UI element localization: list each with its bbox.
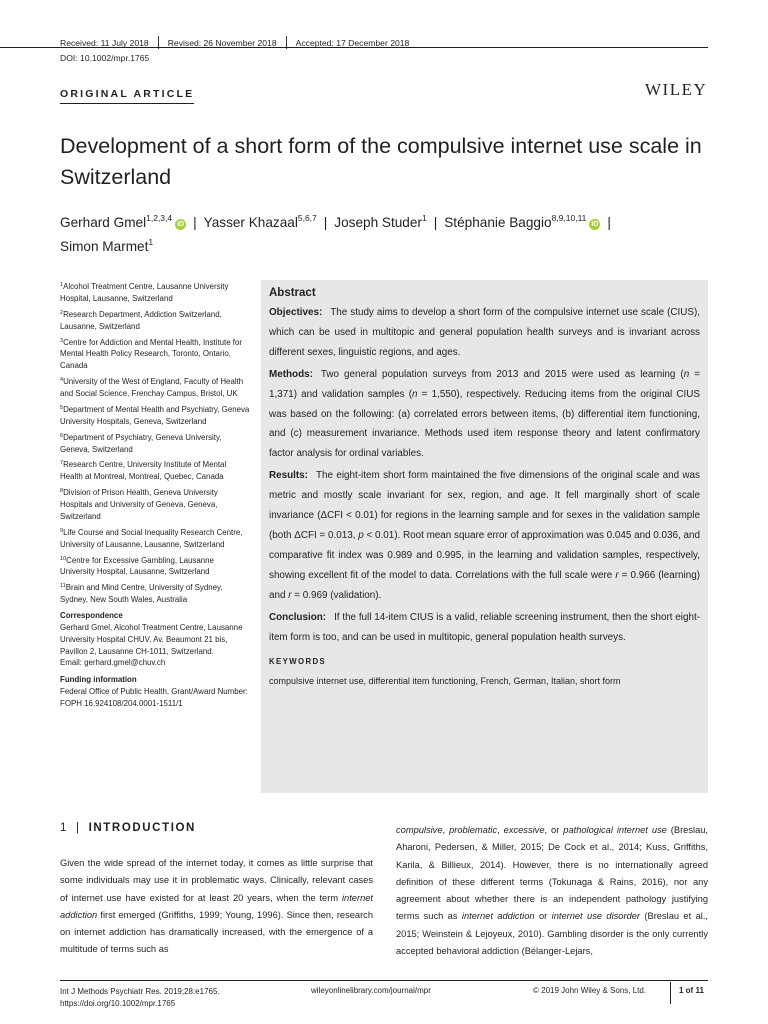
section-heading bbox=[60, 822, 196, 834]
emphasized-term: internet addiction bbox=[461, 911, 535, 922]
affiliation-item bbox=[60, 487, 250, 522]
orcid-icon[interactable]: iD bbox=[591, 221, 599, 228]
author-name[interactable]: Simon Marmet$^1$ bbox=[60, 237, 154, 254]
author-name[interactable]: Stéphanie Baggio$^{8,9,10,11}$ bbox=[444, 213, 587, 230]
correspondence-heading: Correspondence bbox=[60, 611, 123, 621]
abstract-section-label: Conclusion: bbox=[269, 611, 327, 623]
affiliation-text: Research Department, Addiction Switzerland, Lausanne, Switzerland bbox=[60, 309, 222, 331]
doi[interactable]: DOI: 10.1002/mpr.1765 bbox=[60, 53, 150, 63]
affiliation-list bbox=[60, 281, 250, 606]
abstract-section: Results: The eight-item short form maintained the five dimensions of the original scale and was metric and mostly scale invariant for sex, region, and age. It fell marginally short of scale invariance (ΔCFI < 0.01) for regions in the learning sample and for sexes in the validation sample (both ΔCFI = 0.013, p < 0.01). Root mean square error of approximation was 0.045 and 0.036, and comparative fit index was 0.989 and 0.995, in the learning and validation samples, respectively, showing excellent fit of the model to data. Correlations with the full scale were r = 0.966 (learning) and r = 0.969 (validation). bbox=[269, 470, 700, 601]
emphasized-term: internet use disorder bbox=[551, 911, 641, 922]
stat-symbol: r bbox=[288, 589, 292, 601]
correspondence-email[interactable]: Email: gerhard.gmel@chuv.ch bbox=[60, 658, 166, 668]
affiliation-number: 7 bbox=[60, 460, 64, 467]
paper-title: Development of a short form of the compulsive internet use scale in Switzerland bbox=[60, 134, 702, 189]
revised-date: Revised: 26 November 2018 bbox=[167, 37, 277, 48]
affiliation-item bbox=[60, 432, 250, 456]
affiliation-item bbox=[60, 376, 250, 400]
affiliation-text: Alcohol Treatment Centre, Lausanne University Hospital, Lausanne, Switzerland bbox=[60, 282, 229, 303]
affiliation-text: Centre for Excessive Gambling, Lausanne University Hospital, Lausanne, Switzerland bbox=[60, 555, 214, 577]
correspondence-block bbox=[60, 610, 250, 669]
received-date: Received: 11 July 2018 bbox=[60, 37, 149, 48]
footer-doi-link[interactable]: https://doi.org/10.1002/mpr.1765 bbox=[60, 998, 176, 1008]
footer-rule bbox=[60, 980, 708, 981]
section-number: 1 bbox=[60, 822, 68, 834]
footer-separator bbox=[670, 982, 671, 1004]
abstract-section-label: Methods: bbox=[269, 368, 313, 380]
affiliation-item bbox=[60, 309, 250, 333]
affiliation-number: 8 bbox=[60, 488, 64, 495]
emphasized-term: excessive bbox=[503, 825, 545, 835]
author-affiliation-numbers: 8,9,10,11 bbox=[551, 213, 587, 223]
article-type: ORIGINAL ARTICLE bbox=[60, 88, 194, 104]
abstract-section: Conclusion: If the full 14-item CIUS is a valid, reliable screening instrument, then the short eight-item form is too, and can be used in multitopic, general population health surveys. bbox=[269, 611, 700, 643]
stat-symbol: p bbox=[358, 529, 364, 541]
abstract-section-label: Results: bbox=[269, 470, 308, 482]
funding-block bbox=[60, 674, 250, 709]
affiliation-text: Division of Prison Health, Geneva University Hospitals and University of Geneva, Geneva, Switzerland bbox=[60, 488, 218, 521]
author-name[interactable]: Yasser Khazaal$^{5,6,7}$ bbox=[203, 213, 317, 230]
correspondence-text: Gerhard Gmel, Alcohol Treatment Centre, Lausanne University Hospital CHUV, Av. Beaumont 21 bis, Pavillon 2, Lausanne CH-1011, Switzerland. bbox=[60, 622, 243, 656]
abstract-heading: Abstract bbox=[269, 287, 316, 299]
funding-text: Federal Office of Public Health, Grant/Award Number: FOPH 16.924108/204.0001-1511/1 bbox=[60, 686, 248, 708]
affiliation-number: 4 bbox=[60, 377, 64, 384]
emphasized-term: compulsive bbox=[396, 825, 443, 835]
orcid-icon[interactable]: iD bbox=[177, 221, 185, 228]
abstract-section: Objectives: The study aims to develop a short form of the compulsive internet use scale (CIUS), which can be used in multitopic and general population health surveys and is invariant across different sexes, linguistic regions, and ages. bbox=[269, 307, 700, 358]
affiliation-number: 11 bbox=[60, 583, 66, 590]
section-title: INTRODUCTION bbox=[88, 822, 196, 834]
header-rule bbox=[0, 47, 708, 48]
affiliation-text: University of the West of England, Faculty of Health and Social Science, Frenchay Campus, Bristol, UK bbox=[60, 377, 244, 398]
affiliation-number: 9 bbox=[60, 527, 64, 534]
affiliation-item bbox=[60, 459, 250, 483]
affiliation-item bbox=[60, 555, 250, 579]
author-affiliation-numbers: 1,2,3,4 bbox=[146, 213, 173, 223]
intro-left-column: Given the wide spread of the internet today, it comes as little surprise that some individuals may use it in problematic ways. Clinically, relevant cases of internet use have existed for at least 20 years, when the term internet addiction first emerged (Griffiths, 1999; Young, 1996). Since then, research on internet addiction has dramatically increased, with the emergence of a multitude of terms such as bbox=[60, 858, 373, 955]
author-name[interactable]: Gerhard Gmel$^{1,2,3,4}$ bbox=[60, 213, 173, 230]
affiliation-item bbox=[60, 582, 250, 606]
abstract-sections bbox=[269, 303, 700, 647]
accepted-date: Accepted: 17 December 2018 bbox=[295, 37, 410, 48]
affiliation-text: Department of Mental Health and Psychiatry, Geneva University Hospitals, Geneva, Switzerland bbox=[60, 404, 250, 426]
affiliation-item bbox=[60, 404, 250, 428]
section-separator: | bbox=[76, 822, 81, 834]
abstract-section: Methods: Two general population surveys from 2013 and 2015 were used as learning (n = 1,371) and validation samples (n = 1,550), respectively. Reducing items from the original CIUS was based on the following: (a) correlated errors between items, (b) differential item functioning, and (c) measurement invariance. Methods used item response theory and latent confirmatory factor analysis for ordinal variables. bbox=[269, 368, 700, 460]
stat-symbol: n bbox=[683, 368, 690, 380]
affiliation-text: Department of Psychiatry, Geneva University, Geneva, Switzerland bbox=[60, 432, 222, 454]
abstract-section-label: Objectives: bbox=[269, 307, 323, 318]
footer-citation: Int J Methods Psychiatr Res. 2019;28:e1765. bbox=[60, 987, 220, 996]
affiliation-number: 6 bbox=[60, 432, 64, 439]
page-number: 1 of 11 bbox=[679, 986, 704, 995]
stat-symbol: r bbox=[615, 569, 619, 581]
affiliation-number: 10 bbox=[60, 555, 67, 562]
affiliation-number: 1 bbox=[60, 282, 64, 288]
affiliation-item bbox=[60, 281, 250, 305]
affiliation-number: 2 bbox=[60, 309, 64, 316]
affiliation-number: 3 bbox=[60, 337, 64, 344]
author-name[interactable]: Joseph Studer$^1$ bbox=[334, 213, 427, 230]
keywords-text: compulsive internet use, differential item functioning, French, German, Italian, short form bbox=[269, 676, 621, 687]
footer-journal bbox=[60, 986, 220, 1009]
publisher-logo: WILEY bbox=[645, 80, 708, 99]
author-separator: | bbox=[193, 215, 197, 230]
abstract-box bbox=[261, 280, 708, 793]
author-list bbox=[60, 211, 720, 259]
affiliation-item bbox=[60, 527, 250, 551]
footer-url[interactable]: wileyonlinelibrary.com/journal/mpr bbox=[311, 986, 431, 995]
funding-heading: Funding information bbox=[60, 675, 137, 685]
footer-copyright: © 2019 John Wiley & Sons, Ltd. bbox=[533, 986, 647, 995]
author-affiliation-numbers: 1 bbox=[421, 213, 427, 223]
emphasized-term: problematic bbox=[449, 825, 498, 835]
affiliation-text: Brain and Mind Centre, University of Sydney, Sydney, New South Wales, Australia bbox=[60, 583, 223, 605]
affiliation-text: Research Centre, University Institute of Mental Health at Montreal, Montreal, Quebec, Canada bbox=[60, 460, 227, 482]
affiliation-number: 5 bbox=[60, 404, 64, 411]
emphasized-term: pathological internet use bbox=[563, 825, 667, 835]
author-affiliation-numbers: 1 bbox=[148, 237, 154, 247]
affiliation-item bbox=[60, 337, 250, 372]
intro-right-column: compulsive, problematic, excessive, or pathological internet use (Breslau, Aharoni, Pedersen, & Miller, 2015; De Cock et al., 2014; Kuss, Griffiths, Karila, & Billieux, 2014). However, there is no internationally agreed definition of these different terms (Tokunaga & Rains, 2016), nor any agreement about whether there is an independent pathology justifying terms such as internet addiction or internet use disorder (Breslau et al., 2015; Weinstein & Lejoyeux, 2010). Gambling disorder is the only currently accepted behavioral addiction (Bélanger-Lejars, bbox=[396, 825, 708, 957]
keywords-heading: KEYWORDS bbox=[269, 657, 327, 667]
author-separator: | bbox=[433, 215, 438, 230]
affiliation-text: Centre for Addiction and Mental Health, Institute for Mental Health Policy Research, Toronto, Ontario, Canada bbox=[60, 337, 243, 371]
stat-symbol: n bbox=[411, 388, 418, 400]
author-separator: | bbox=[323, 215, 328, 230]
emphasized-term: internet addiction bbox=[60, 892, 373, 920]
affiliation-text: Life Course and Social Inequality Research Centre, University of Lausanne, Lausanne, Switzerland bbox=[60, 527, 243, 549]
affiliations-column bbox=[60, 281, 250, 715]
author-separator: | bbox=[607, 215, 611, 230]
author-affiliation-numbers: 5,6,7 bbox=[297, 213, 317, 223]
